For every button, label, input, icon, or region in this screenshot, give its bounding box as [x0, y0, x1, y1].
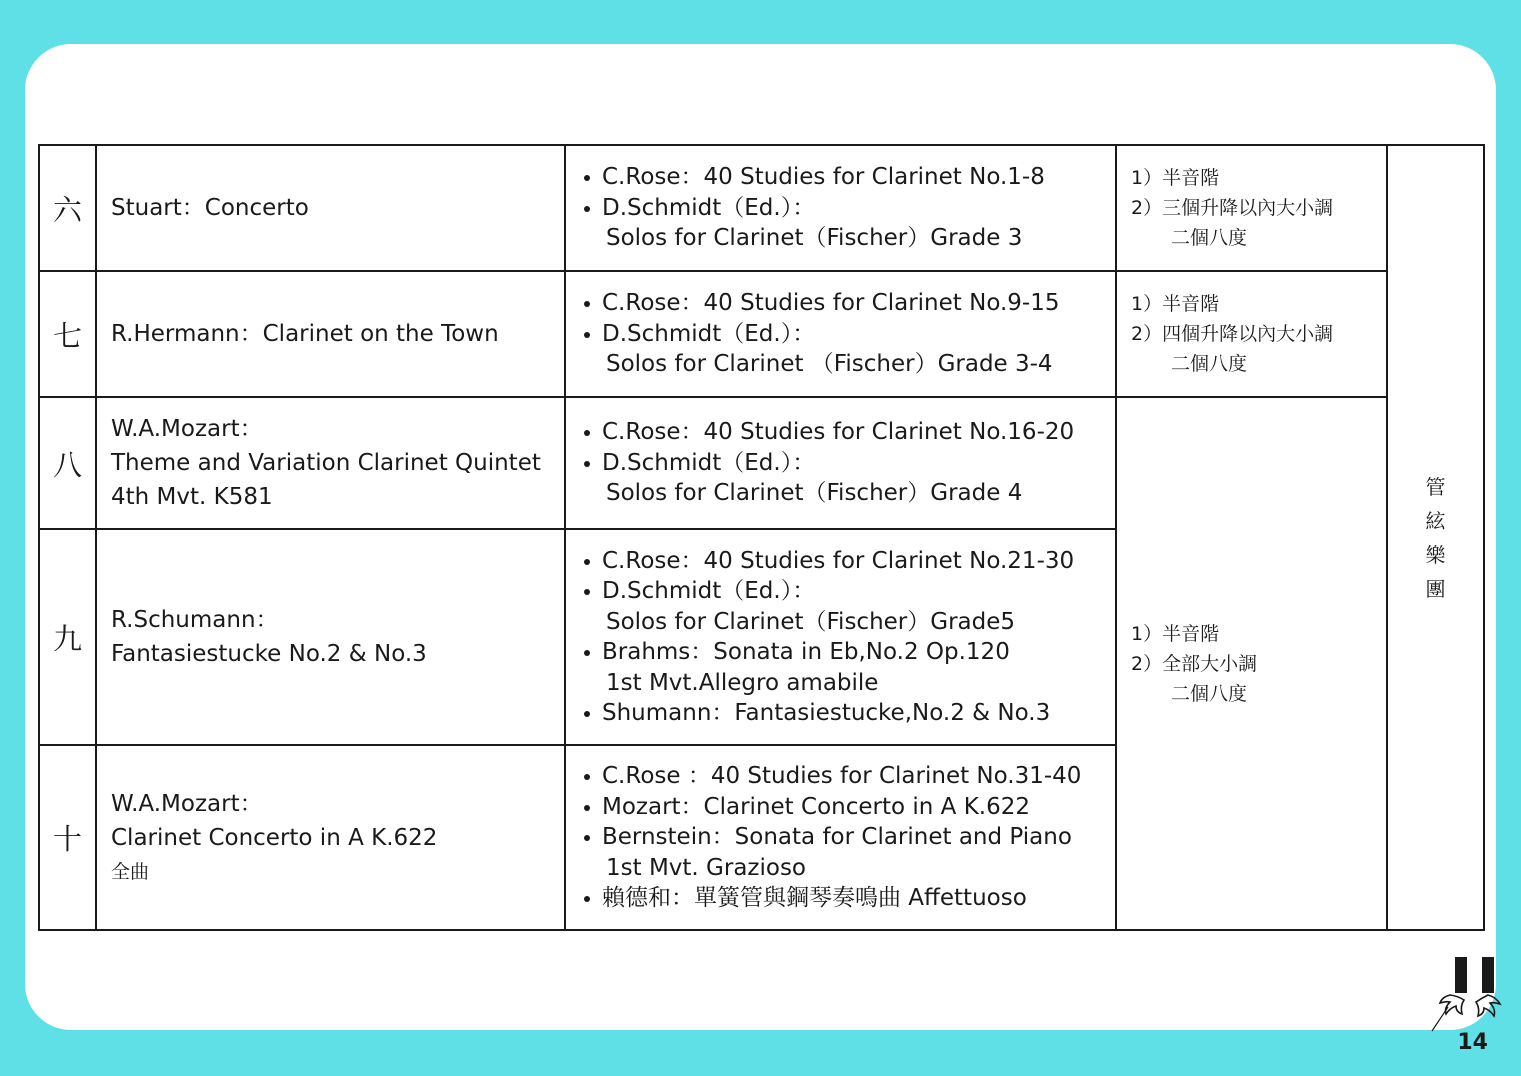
grade-requirements-table: [38, 144, 1485, 931]
repertoire-line: W.A.Mozart：: [111, 416, 263, 442]
left-sleeve-icon: [1455, 957, 1467, 993]
page-number: 14: [1457, 1030, 1488, 1055]
etude-item-continuation: 1st Mvt. Grazioso: [606, 854, 807, 881]
etude-item-continuation: Solos for Clarinet（Fischer）Grade 4: [606, 480, 1023, 507]
repertoire-note: 全曲: [111, 860, 150, 883]
level-cell: 十: [39, 745, 96, 930]
etude-item: D.Schmidt（Ed.）：: [602, 193, 1115, 224]
etude-item: C.Rose：40 Studies for Clarinet No.1-8: [602, 162, 1115, 193]
repertoire-cell: [96, 145, 565, 271]
table-row: [39, 397, 1484, 529]
left-hand-icon: [1440, 995, 1464, 1014]
etude-item: Mozart：Clarinet Concerto in A K.622: [602, 792, 1115, 823]
level-cell: 八: [39, 397, 96, 529]
repertoire-line: W.A.Mozart：: [111, 790, 263, 817]
etudes-cell: [565, 145, 1116, 271]
etude-item: C.Rose：40 Studies for Clarinet No.9-15: [602, 288, 1115, 319]
scale-item: 2）全部大小調: [1131, 652, 1258, 675]
etude-item: D.Schmidt（Ed.）：: [602, 576, 1115, 607]
level-cell: 六: [39, 145, 96, 271]
scale-item: 二個八度: [1171, 682, 1248, 705]
scales-cell: [1116, 271, 1387, 397]
level-cell: 七: [39, 271, 96, 397]
repertoire-line: R.Schumann：: [111, 607, 279, 633]
scale-item: 1）半音階: [1131, 293, 1220, 315]
conductor-hands-illustration: [1430, 955, 1510, 1035]
etude-item: 賴德和：單簧管與鋼琴奏鳴曲 Affettuoso: [602, 883, 1115, 914]
etude-item: Brahms：Sonata in Eb,No.2 Op.120: [602, 637, 1115, 668]
ensemble-cell: [1387, 145, 1484, 930]
etude-item-continuation: Solos for Clarinet（Fischer）Grade5: [606, 608, 1016, 635]
repertoire-line: R.Hermann：Clarinet on the Town: [111, 321, 499, 347]
repertoire-cell: [96, 529, 565, 745]
scale-item: 二個八度: [1171, 227, 1248, 249]
etude-item: C.Rose：40 Studies for Clarinet No.16-20: [602, 417, 1115, 448]
baton-icon: [1432, 1007, 1448, 1031]
repertoire-line: Clarinet Concerto in A K.622: [111, 824, 438, 851]
etudes-cell: [565, 397, 1116, 529]
repertoire-line: 4th Mvt. K581: [111, 484, 273, 510]
scale-item: 二個八度: [1171, 353, 1248, 375]
etude-item: D.Schmidt（Ed.）：: [602, 319, 1115, 350]
etude-item-continuation: Solos for Clarinet （Fischer）Grade 3-4: [606, 351, 1053, 378]
level-cell: 九: [39, 529, 96, 745]
etude-item-continuation: Solos for Clarinet（Fischer）Grade 3: [606, 225, 1023, 252]
etude-item: Bernstein：Sonata for Clarinet and Piano: [602, 822, 1115, 853]
scale-item: 2）三個升降以內大小調: [1131, 197, 1334, 219]
repertoire-cell: [96, 745, 565, 930]
repertoire-cell: [96, 397, 565, 529]
scales-cell: [1116, 145, 1387, 271]
ensemble-label: 管絃樂團: [1425, 474, 1446, 601]
etudes-cell: [565, 745, 1116, 930]
repertoire-cell: [96, 271, 565, 397]
table-row: [39, 145, 1484, 271]
scale-item: 1）半音階: [1131, 167, 1220, 189]
etude-item: C.Rose：40 Studies for Clarinet No.21-30: [602, 546, 1115, 577]
etudes-cell: [565, 271, 1116, 397]
repertoire-line: Theme and Variation Clarinet Quintet: [111, 450, 541, 476]
etude-item: C.Rose ：40 Studies for Clarinet No.31-40: [602, 761, 1115, 792]
scales-cell-merged: [1116, 397, 1387, 930]
repertoire-line: Stuart：Concerto: [111, 195, 309, 221]
repertoire-line: Fantasiestucke No.2 & No.3: [111, 641, 427, 667]
etude-item-continuation: 1st Mvt.Allegro amabile: [606, 669, 879, 696]
etudes-cell: [565, 529, 1116, 745]
right-hand-icon: [1476, 995, 1500, 1016]
etude-item: D.Schmidt（Ed.）：: [602, 448, 1115, 479]
right-sleeve-icon: [1482, 957, 1494, 993]
etude-item: Shumann：Fantasiestucke,No.2 & No.3: [602, 698, 1115, 729]
table-row: [39, 271, 1484, 397]
scale-item: 1）半音階: [1131, 622, 1220, 645]
scale-item: 2）四個升降以內大小調: [1131, 323, 1334, 345]
